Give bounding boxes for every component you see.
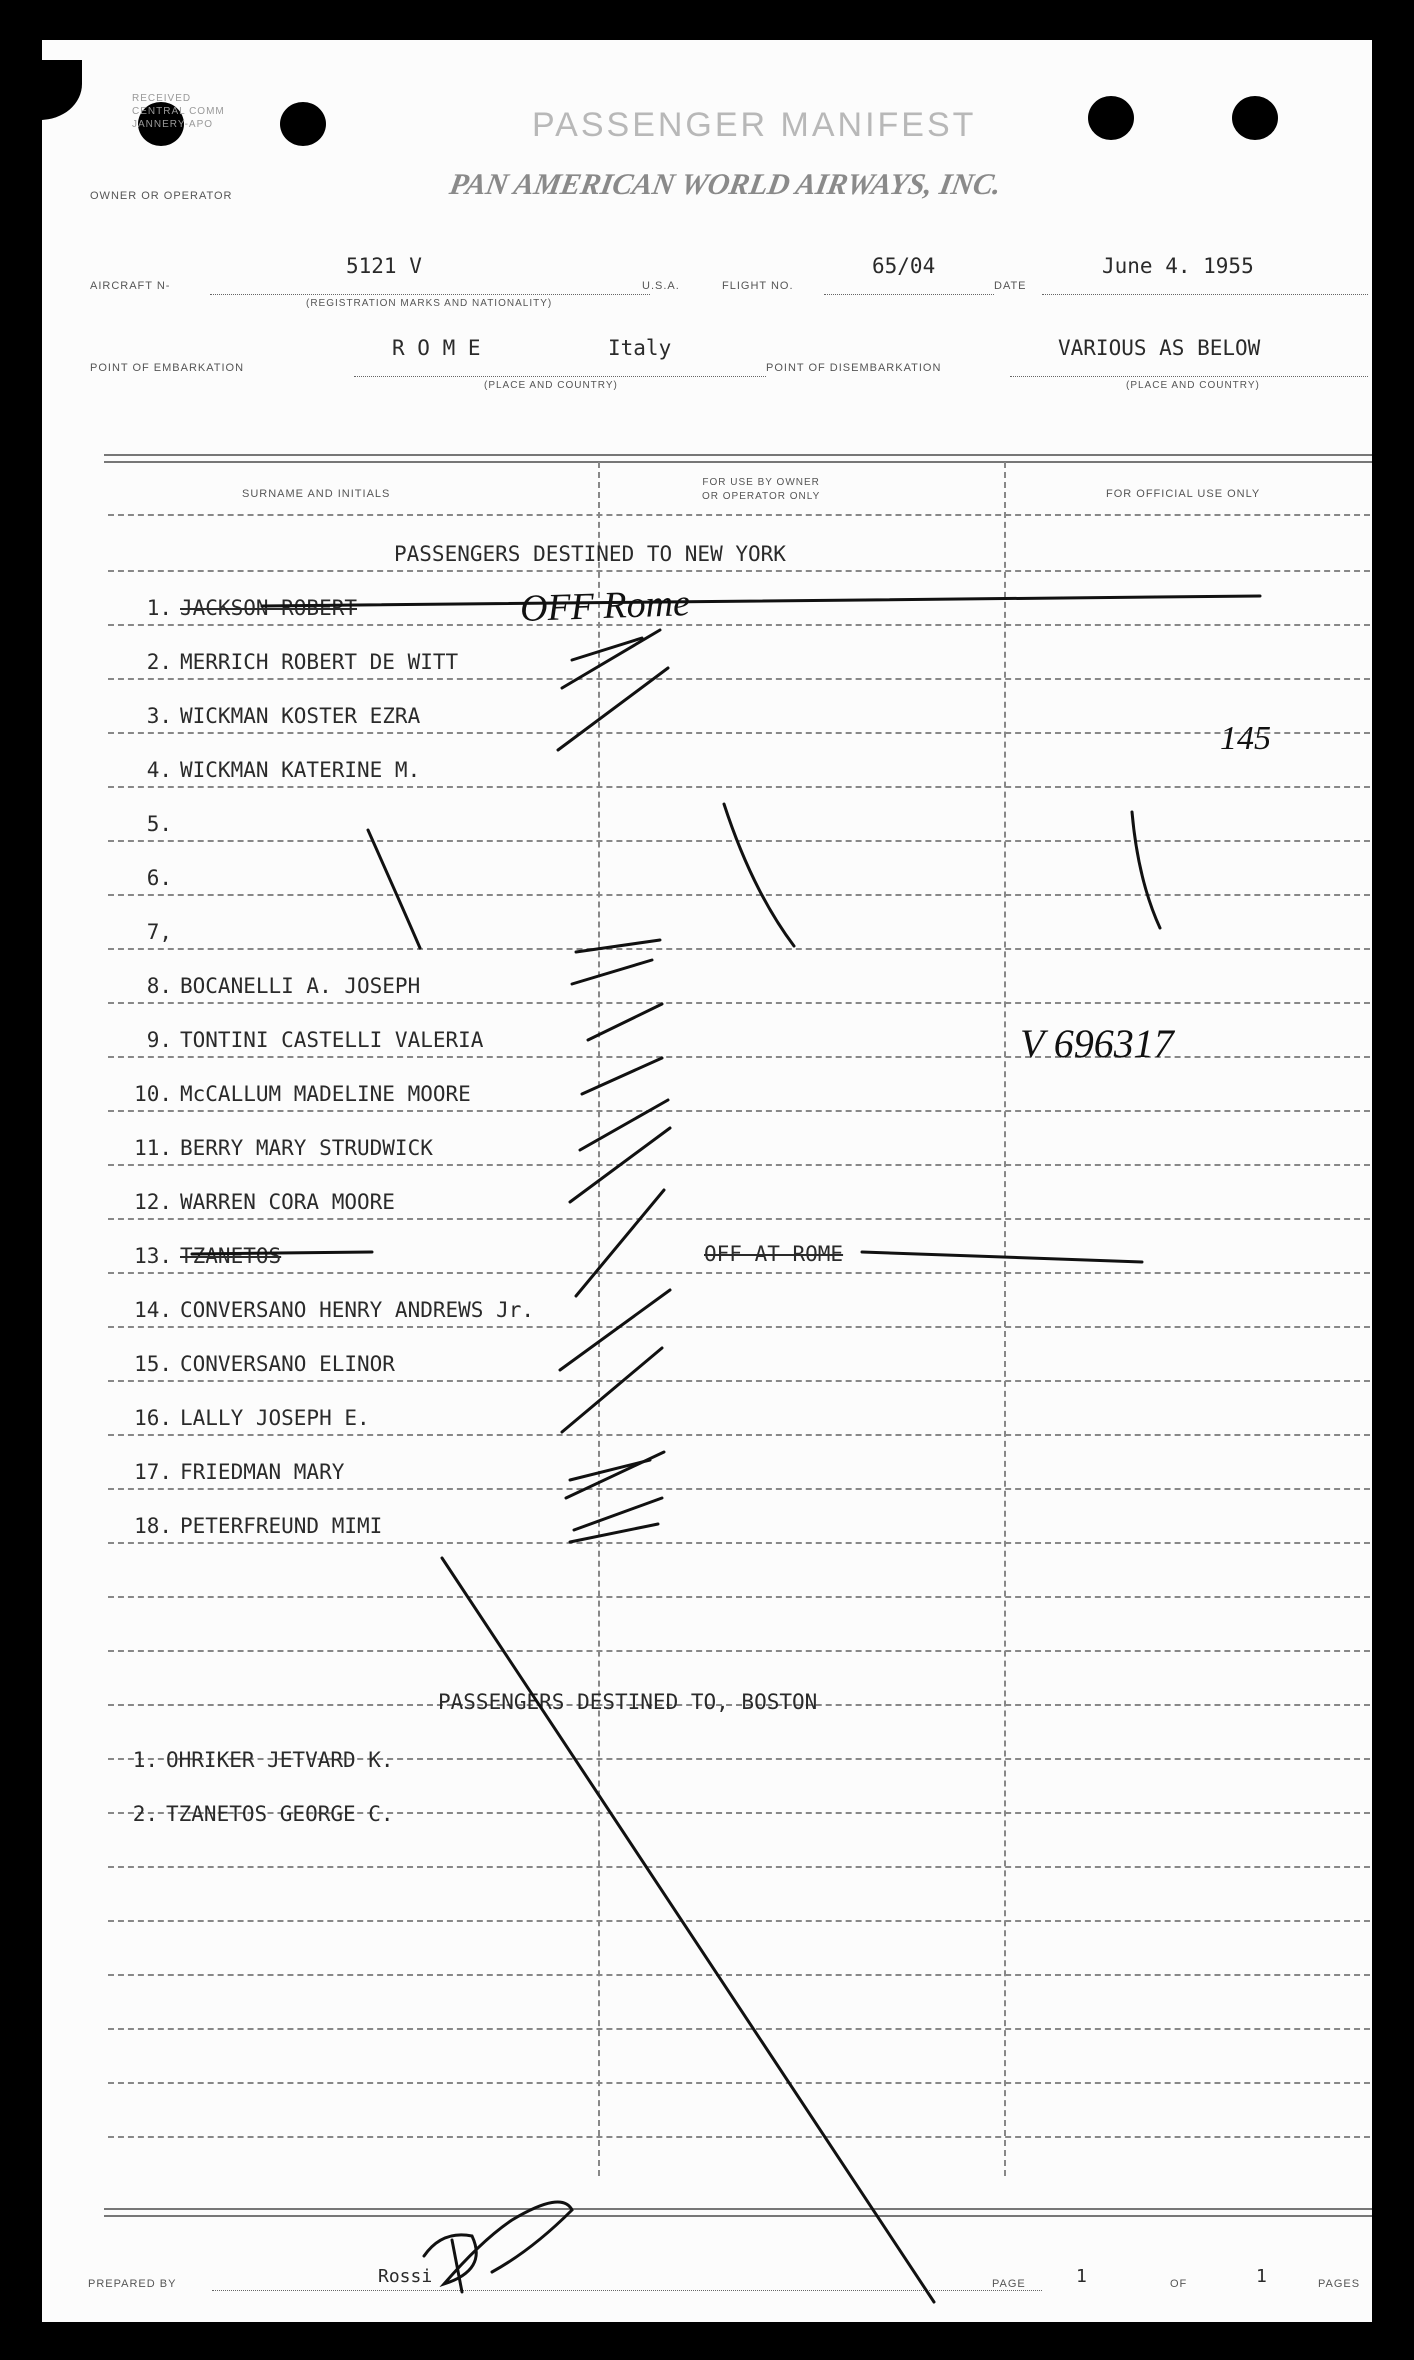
aircraft-label: AIRCRAFT N-	[90, 280, 171, 292]
disembark-sublabel: (PLACE AND COUNTRY)	[1126, 380, 1260, 391]
off-at-rome-note: OFF AT ROME	[704, 1242, 844, 1266]
list-item: 2. MERRICH ROBERT DE WITT	[146, 650, 459, 674]
prepared-by-label: PREPARED BY	[88, 2278, 177, 2290]
of-value: 1	[1256, 2266, 1267, 2287]
tick-mark	[572, 960, 652, 984]
group-heading-boston: PASSENGERS DESTINED TO, BOSTON	[438, 1690, 818, 1714]
list-item: 17. FRIEDMAN MARY	[134, 1460, 345, 1484]
tick-mark	[566, 1452, 664, 1498]
list-item: 2. TZANETOS GEORGE C.	[132, 1802, 394, 1826]
visa-number-handwritten: V 696317	[1020, 1021, 1174, 1066]
tick-mark	[560, 1290, 670, 1370]
of-label: OF	[1170, 2278, 1188, 2290]
tick-mark	[582, 1058, 662, 1094]
embark-label: POINT OF EMBARKATION	[90, 362, 245, 374]
received-stamp: RECEIVED CENTRAL COMM JANNERY-APO	[132, 93, 225, 130]
flight-value: 65/04	[872, 254, 936, 278]
date-value: June 4. 1955	[1102, 254, 1254, 278]
pages-label: PAGES	[1318, 2278, 1361, 2290]
list-item: 3. WICKMAN KOSTER EZRA	[146, 704, 421, 728]
list-item: 16. LALLY JOSEPH E.	[134, 1406, 370, 1430]
list-item: 12. WARREN CORA MOORE	[134, 1190, 395, 1214]
off-rome-handwritten: OFF Rome	[519, 582, 691, 630]
usa-label: U.S.A.	[642, 280, 680, 292]
flight-label: FLIGHT NO.	[722, 280, 794, 292]
disembark-value: VARIOUS AS BELOW	[1058, 336, 1261, 360]
large-diagonal-slash	[442, 1558, 934, 2302]
blank-row-slash	[368, 830, 420, 948]
list-item: 7,	[146, 920, 172, 944]
embark-city: R O M E	[392, 336, 481, 360]
list-item: 4. WICKMAN KATERINE M.	[146, 758, 421, 782]
list-item: 1. JACKSON ROBERT	[146, 596, 358, 620]
embark-sublabel: (PLACE AND COUNTRY)	[484, 380, 618, 391]
list-item: 11. BERRY MARY STRUDWICK	[134, 1136, 433, 1160]
disembark-label: POINT OF DISEMBARKATION	[766, 362, 942, 374]
list-item: 14. CONVERSANO HENRY ANDREWS Jr.	[134, 1298, 535, 1322]
handwritten-145: 145	[1220, 720, 1271, 757]
column-header-name: SURNAME AND INITIALS	[242, 488, 391, 500]
list-item: 1. OHRIKER JETVARD K.	[132, 1748, 394, 1772]
page-value: 1	[1076, 2266, 1087, 2287]
blank-row-slash	[724, 804, 794, 946]
list-item: 8. BOCANELLI A. JOSEPH	[146, 974, 421, 998]
tick-mark	[588, 1004, 662, 1040]
aircraft-sublabel: (REGISTRATION MARKS AND NATIONALITY)	[306, 298, 553, 309]
list-item: 15. CONVERSANO ELINOR	[134, 1352, 395, 1376]
date-label: DATE	[994, 280, 1027, 292]
tick-mark	[576, 940, 660, 952]
strike-line	[862, 1252, 1142, 1262]
prepared-by-value: Rossi	[378, 2266, 433, 2287]
embark-country: Italy	[608, 336, 672, 360]
tick-mark	[576, 1190, 664, 1296]
owner-label: OWNER OR OPERATOR	[90, 190, 233, 202]
strike-line	[192, 1252, 372, 1254]
signature	[424, 2202, 572, 2284]
list-item: 13. TZANETOS	[134, 1244, 282, 1268]
list-item: 5.	[146, 812, 172, 836]
tick-mark	[580, 1100, 668, 1150]
blank-row-slash	[1132, 812, 1160, 928]
owner-value: PAN AMERICAN WORLD AIRWAYS, INC.	[447, 168, 1004, 201]
tick-mark	[572, 638, 642, 660]
page-label: PAGE	[992, 2278, 1026, 2290]
list-item: 18. PETERFREUND MIMI	[134, 1514, 383, 1538]
aircraft-value: 5121 V	[346, 254, 422, 278]
list-item: 9. TONTINI CASTELLI VALERIA	[146, 1028, 484, 1052]
tick-mark	[562, 1348, 662, 1432]
handwritten-ink-marks	[42, 40, 1372, 2322]
page-title: PASSENGER MANIFEST	[532, 106, 977, 144]
tick-mark	[570, 1128, 670, 1202]
group-heading-new-york: PASSENGERS DESTINED TO NEW YORK	[394, 542, 786, 566]
strike-line	[262, 596, 1260, 606]
column-header-owner: FOR USE BY OWNER OR OPERATOR ONLY	[702, 477, 821, 502]
column-header-official: FOR OFFICIAL USE ONLY	[1106, 488, 1261, 500]
list-item: 6.	[146, 866, 172, 890]
list-item: 10. McCALLUM MADELINE MOORE	[134, 1082, 471, 1106]
manifest-sheet	[42, 40, 1372, 2322]
